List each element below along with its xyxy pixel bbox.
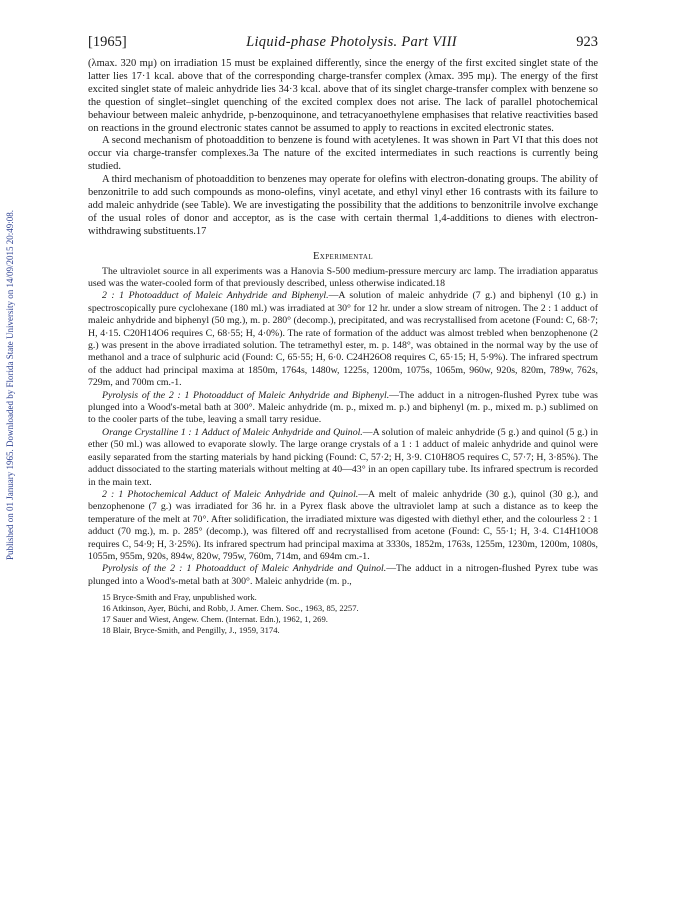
running-head-year: [1965] bbox=[88, 34, 127, 50]
experimental-text: —The adduct in a nitrogen-flushed Pyrex tube was plunged into a Wood's-metal bath at 300°. Maleic anhydride (m. p., mixed m. p.) and biphenyl (m. p., mixed m. p.) sublimed on to the cooler parts of the tube, leaving a small tarry residue. bbox=[88, 389, 598, 426]
footnote: 18 Blair, Bryce-Smith, and Pengilly, J., 1959, 3174. bbox=[102, 624, 280, 635]
experimental-paragraph bbox=[88, 427, 598, 489]
experimental-text: —A solution of maleic anhydride (7 g.) and biphenyl (10 g.) in spectroscopically pure cyclohexane (180 ml.) was irradiated at 30° for 12 hr. under a slow stream of nitrogen. The 2 : 1 adduct of maleic anhydride and biphenyl (50 mg.), m. p. 280° (decomp.), precipitated, and was recrystallised from acetone (Found: C, 68·7; H, 4·15. C20H14O6 requires C, 68·55; H, 4·0%). The rate of formation of the adduct was almost trebled when benzophenone (2 g.) was present in the above irradiated solution. The tetramethyl ester, m. p. 148°, was obtained in the normal way by the use of methanol and a trace of sulphuric acid (Found: C, 65·55; H, 6·0. C24H26O8 requires C, 65·15; H, 5·9%). The infrared spectrum of the adduct had principal maxima at 1850m, 1764s, 1480w, 1225s, 1200m, 1075s, 1065m, 960w, 920s, 820m, 789w, 762s, 729m, and 700m cm.-1. bbox=[88, 290, 598, 389]
journal-page bbox=[88, 34, 598, 635]
experimental-paragraph bbox=[88, 489, 598, 563]
experimental-heading: Orange Crystalline 1 : 1 Adduct of Maleic Anhydride and Quinol. bbox=[102, 426, 363, 438]
experimental-text: —A solution of maleic anhydride (5 g.) and quinol (5 g.) in ether (50 ml.) was allowed to evaporate slowly. The large orange crystals of a 1 : 1 adduct of maleic anhydride and quinol were easily separated from the starting materials by hand picking (Found: C, 57·2; H, 3·9. C10H8O5 requires C, 57·7; H, 3·85%). The adduct dissociated to the starting materials without melting at 40—43° in an open capillary tube. Its infrared spectrum is recorded in the main text. bbox=[88, 426, 598, 488]
experimental-heading: 2 : 1 Photoadduct of Maleic Anhydride and Biphenyl. bbox=[102, 290, 329, 302]
intro-paragraph: A second mechanism of photoaddition to benzene is found with acetylenes. It was shown in Part VI that this does not occur via charge-transfer complexes.3a The nature of the excited intermediates in such reactions is currently being studied. bbox=[88, 135, 598, 173]
running-head-title: Liquid-phase Photolysis. Part VIII bbox=[246, 34, 457, 50]
experimental-text: —A melt of maleic anhydride (30 g.), quinol (30 g.), and benzophenone (7 g.) was irradiated for 36 hr. in a Pyrex flask above the ultraviolet lamp at such a distance as to keep the temperature of the melt at 70°. After solidification, the irradiated mixture was digested with diethyl ether, and the colourless 2 : 1 adduct (70 mg.), m. p. 285° (decomp.), was filtered off and recrystallised from acetone (Found: C, 55·1; H, 3·4. C14H10O8 requires C, 54·9; H, 3·25%). Its infrared spectrum had principal maxima at 3330s, 1852m, 1763s, 1255m, 1230m, 1200m, 1080s, 1055m, 955m, 920s, 894w, 820w, 795w, 760m, 714m, and 694m cm.-1. bbox=[88, 488, 599, 562]
experimental-paragraph bbox=[88, 563, 598, 588]
experimental-heading: Pyrolysis of the 2 : 1 Photoadduct of Maleic Anhydride and Biphenyl. bbox=[102, 389, 390, 401]
experimental-heading: 2 : 1 Photochemical Adduct of Maleic Anhydride and Quinol. bbox=[102, 488, 359, 500]
page-number: 923 bbox=[576, 34, 598, 50]
article-body bbox=[88, 58, 598, 635]
sidebar-note-text: Published on 01 January 1965. Downloaded by Florida State University on 14/09/2015 20:49:08. bbox=[5, 210, 15, 560]
section-heading-experimental: Experimental bbox=[312, 250, 374, 262]
intro-paragraph: (λmax. 320 mμ) on irradiation 15 must be explained differently, since the energy of the first excited singlet state of the latter lies 17·1 kcal. above that of the corresponding charge-transfer complex (λmax. 395 mμ). The energy of the first excited singlet state of maleic anhydride lies 34·3 kcal. above that of its singlet charge-transfer complex with benzene so the question of singlet–singlet quenching of the excited complex does not arise. The lack of parallel photochemical behaviour between maleic anhydride, p-benzoquinone, and tetracyanoethylene emphasises that relative reactivities based on reactions in the ground electronic states cannot be assumed to apply to reactions in excited electronic states. bbox=[88, 58, 598, 134]
footnote: 15 Bryce-Smith and Fray, unpublished work. bbox=[102, 592, 257, 603]
publication-sidebar-note bbox=[3, 150, 17, 620]
experimental-paragraph bbox=[88, 290, 598, 389]
experimental-paragraph bbox=[88, 390, 598, 427]
running-head bbox=[88, 34, 598, 54]
experimental-intro: The ultraviolet source in all experiments was a Hanovia S-500 medium-pressure mercury arc lamp. The irradiation apparatus used was the water-cooled form of that previously described, unless otherwise indicated.18 bbox=[88, 265, 598, 289]
footnote: 17 Sauer and Wiest, Angew. Chem. (Internat. Edn.), 1962, 1, 269. bbox=[102, 613, 328, 624]
footnotes bbox=[88, 592, 598, 635]
experimental-text: —The adduct in a nitrogen-flushed Pyrex tube was plunged into a Wood's-metal bath at 300°. Maleic anhydride (m. p., bbox=[88, 563, 598, 587]
footnote: 16 Atkinson, Ayer, Büchi, and Robb, J. Amer. Chem. Soc., 1963, 85, 2257. bbox=[102, 602, 359, 613]
experimental-heading: Pyrolysis of the 2 : 1 Photoadduct of Maleic Anhydride and Quinol. bbox=[102, 563, 387, 575]
intro-paragraph: A third mechanism of photoaddition to benzenes may operate for olefins with electron-donating groups. The ability of benzonitrile to add such compounds as mono-olefins, vinyl acetate, and ethyl vinyl ether 16 contrasts with its failure to add maleic anhydride (see Table). We are investigating the possibility that the additions to benzonitrile involve exchange of the usual roles of donor and acceptor, as is the case with certain thermal 1,4-additions to dienes with electron-withdrawing substituents.17 bbox=[88, 174, 598, 237]
